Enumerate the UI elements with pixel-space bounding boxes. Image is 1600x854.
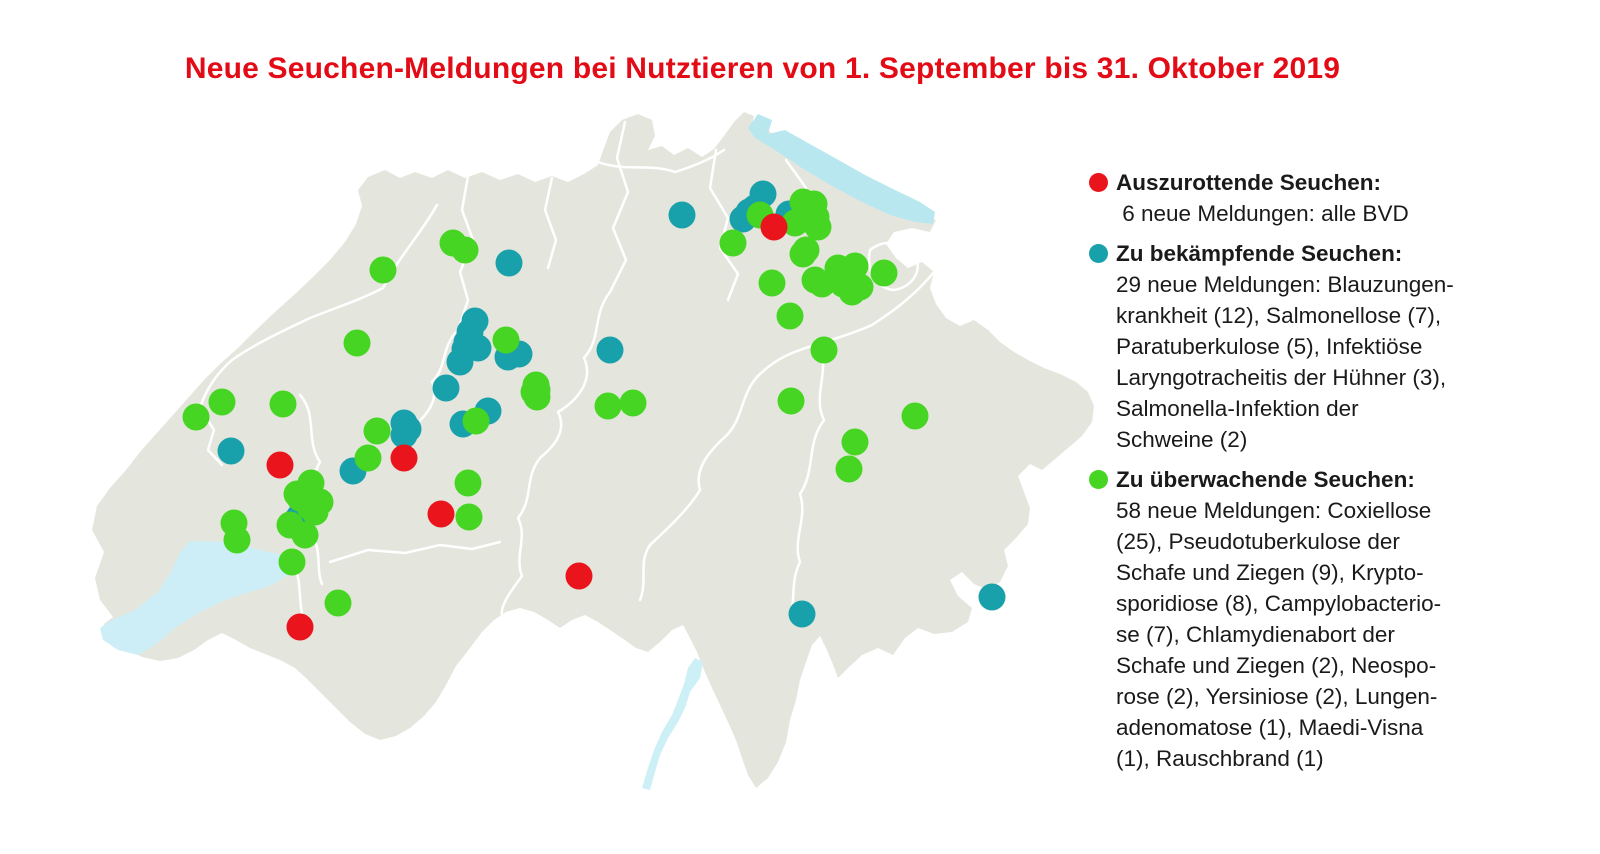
report-dot-teal bbox=[597, 337, 624, 364]
report-dot-green bbox=[370, 257, 397, 284]
legend-text-line: rose (2), Yersiniose (2), Lungen- bbox=[1116, 684, 1438, 709]
legend-section-ueberwachende bbox=[1089, 464, 1449, 774]
report-dot-green bbox=[759, 270, 786, 297]
legend-text-line: Laryngotracheitis der Hühner (3), bbox=[1116, 365, 1447, 390]
legend-bullet-auszurottende bbox=[1089, 173, 1108, 192]
report-dot-teal bbox=[395, 416, 422, 443]
report-dot-green bbox=[595, 393, 622, 420]
legend-text-line: Schafe und Ziegen (9), Krypto- bbox=[1116, 560, 1424, 585]
legend-text-line: krankheit (12), Salmonellose (7), bbox=[1116, 303, 1442, 328]
report-dot-green bbox=[778, 388, 805, 415]
legend-text-line: (1), Rauschbrand (1) bbox=[1116, 746, 1324, 771]
legend-text-line: sporidiose (8), Campylobacterio- bbox=[1116, 591, 1442, 616]
report-dot-green bbox=[720, 230, 747, 257]
report-dot-green bbox=[787, 207, 814, 234]
report-dot-green bbox=[325, 590, 352, 617]
legend-section-auszurottende bbox=[1089, 167, 1449, 229]
report-dot-teal bbox=[669, 202, 696, 229]
report-dot-red bbox=[761, 214, 788, 241]
legend-text-line: 58 neue Meldungen: Coxiellose bbox=[1116, 498, 1432, 523]
report-dot-green bbox=[455, 470, 482, 497]
report-dot-green bbox=[493, 327, 520, 354]
report-dot-teal bbox=[789, 601, 816, 628]
report-dot-red bbox=[566, 563, 593, 590]
legend-text-line: Schweine (2) bbox=[1116, 427, 1248, 452]
report-dot-green bbox=[452, 237, 479, 264]
report-dot-teal bbox=[433, 375, 460, 402]
report-dot-green bbox=[292, 522, 319, 549]
report-dot-green bbox=[183, 404, 210, 431]
legend-heading: Zu überwachende Seuchen: bbox=[1116, 467, 1415, 492]
report-dot-teal bbox=[979, 584, 1006, 611]
report-dot-green bbox=[833, 263, 860, 290]
legend-text-line: (25), Pseudotuberkulose der bbox=[1116, 529, 1400, 554]
report-dot-green bbox=[871, 260, 898, 287]
report-dot-green bbox=[842, 429, 869, 456]
report-dot-green bbox=[463, 408, 490, 435]
report-dot-green bbox=[902, 403, 929, 430]
report-dot-teal bbox=[452, 336, 479, 363]
legend-bullet-bekaempfende bbox=[1089, 244, 1108, 263]
legend-text-line: Paratuberkulose (5), Infektiöse bbox=[1116, 334, 1423, 359]
report-dot-green bbox=[809, 271, 836, 298]
legend-text-line: 6 neue Meldungen: alle BVD bbox=[1116, 201, 1409, 226]
report-dot-green bbox=[456, 504, 483, 531]
legend-text-line: 29 neue Meldungen: Blauzungen- bbox=[1116, 272, 1454, 297]
legend bbox=[1089, 167, 1454, 783]
legend-text-line: Salmonella-Infektion der bbox=[1116, 396, 1359, 421]
page-title: Neue Seuchen-Meldungen bei Nutztieren von 1. September bis 31. Oktober 2019 bbox=[184, 52, 1341, 85]
report-dot-green bbox=[279, 549, 306, 576]
legend-text-line: Schafe und Ziegen (2), Neospo- bbox=[1116, 653, 1437, 678]
report-dot-red bbox=[287, 614, 314, 641]
report-dot-green bbox=[836, 456, 863, 483]
report-dot-green bbox=[297, 494, 324, 521]
report-dot-green bbox=[777, 303, 804, 330]
report-dot-green bbox=[524, 377, 551, 404]
report-dot-green bbox=[620, 390, 647, 417]
report-dot-green bbox=[270, 391, 297, 418]
report-dot-green bbox=[224, 527, 251, 554]
report-dot-green bbox=[355, 445, 382, 472]
report-dot-green bbox=[344, 330, 371, 357]
legend-text-line: adenomatose (1), Maedi-Visna bbox=[1116, 715, 1424, 740]
report-dot-green bbox=[793, 237, 820, 264]
legend-text-line: se (7), Chlamydienabort der bbox=[1116, 622, 1395, 647]
report-dot-green bbox=[209, 389, 236, 416]
legend-section-bekaempfende bbox=[1089, 238, 1454, 455]
lake-maggiore bbox=[642, 658, 703, 790]
report-dot-red bbox=[428, 501, 455, 528]
report-dot-teal bbox=[218, 438, 245, 465]
report-dot-red bbox=[267, 452, 294, 479]
report-dot-teal bbox=[496, 250, 523, 277]
report-dot-red bbox=[391, 445, 418, 472]
legend-heading: Zu bekämpfende Seuchen: bbox=[1116, 241, 1403, 266]
legend-bullet-ueberwachende bbox=[1089, 470, 1108, 489]
legend-heading: Auszurottende Seuchen: bbox=[1116, 170, 1382, 195]
report-dot-green bbox=[811, 337, 838, 364]
report-dot-green bbox=[364, 418, 391, 445]
